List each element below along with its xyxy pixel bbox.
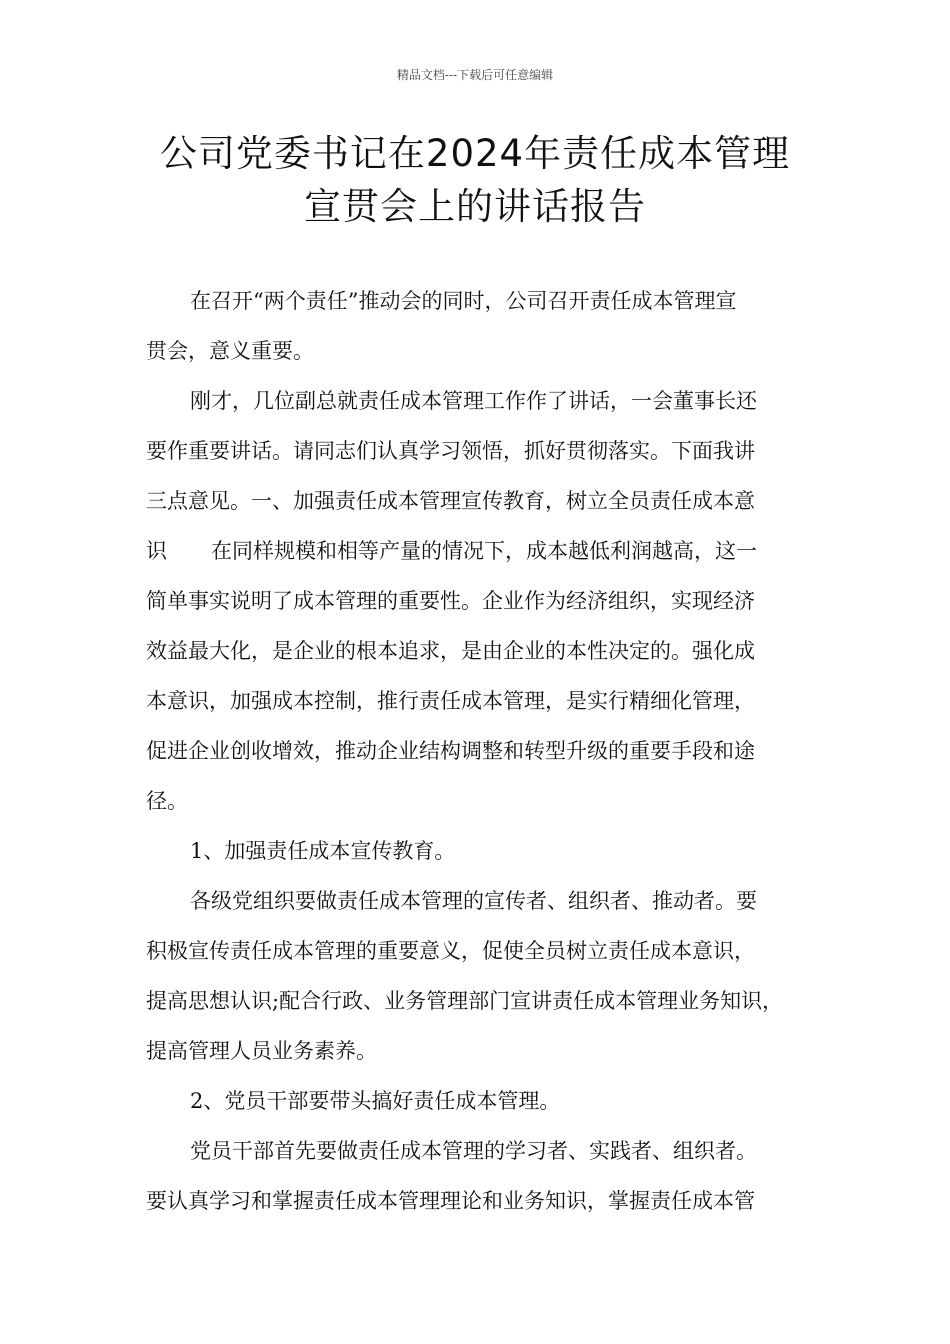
body-line: 提高思想认识;配合行政、业务管理部门宣讲责任成本管理业务知识， xyxy=(146,989,784,1013)
section-heading: 2、党员干部要带头搞好责任成本管理。 xyxy=(190,1089,561,1113)
body-line-fragment: 识 xyxy=(146,539,167,563)
body-line: 刚才，几位副总就责任成本管理工作作了讲话，一会董事长还 xyxy=(190,389,757,413)
body-line: 提高管理人员业务素养。 xyxy=(146,1039,377,1063)
document-title-line-2: 宣贯会上的讲话报告 xyxy=(304,185,646,228)
body-line-mixed xyxy=(146,526,816,576)
header-note: 精品文档---下载后可任意编辑 xyxy=(396,68,554,82)
section-heading: 1、加强责任成本宣传教育。 xyxy=(190,839,456,863)
body-line: 贯会，意义重要。 xyxy=(146,339,314,363)
body-line: 简单事实说明了成本管理的重要性。企业作为经济组织，实现经济 xyxy=(146,589,755,613)
body-line: 三点意见。一、加强责任成本管理宣传教育，树立全员责任成本意 xyxy=(146,489,755,513)
body-line: 效益最大化，是企业的根本追求，是由企业的本性决定的。强化成 xyxy=(146,639,755,663)
body-line: 要作重要讲话。请同志们认真学习领悟，抓好贯彻落实。下面我讲 xyxy=(146,439,755,463)
body-line: 本意识，加强成本控制，推行责任成本管理，是实行精细化管理， xyxy=(146,689,755,713)
body-line-fragment: 在同样规模和相等产量的情况下，成本越低利润越高，这一 xyxy=(211,539,757,563)
body-line: 在召开“两个责任”推动会的同时，公司召开责任成本管理宣 xyxy=(190,289,737,313)
document-title-line-1: 公司党委书记在2024年责任成本管理 xyxy=(159,132,791,175)
body-line: 各级党组织要做责任成本管理的宣传者、组织者、推动者。要 xyxy=(190,889,757,913)
body-line: 径。 xyxy=(146,789,188,813)
body-line: 党员干部首先要做责任成本管理的学习者、实践者、组织者。 xyxy=(190,1139,757,1163)
body-line: 积极宣传责任成本管理的重要意义，促使全员树立责任成本意识， xyxy=(146,939,755,963)
body-line: 要认真学习和掌握责任成本管理理论和业务知识，掌握责任成本管 xyxy=(146,1189,755,1213)
document-body xyxy=(146,276,816,1226)
body-line: 促进企业创收增效，推动企业结构调整和转型升级的重要手段和途 xyxy=(146,739,755,763)
